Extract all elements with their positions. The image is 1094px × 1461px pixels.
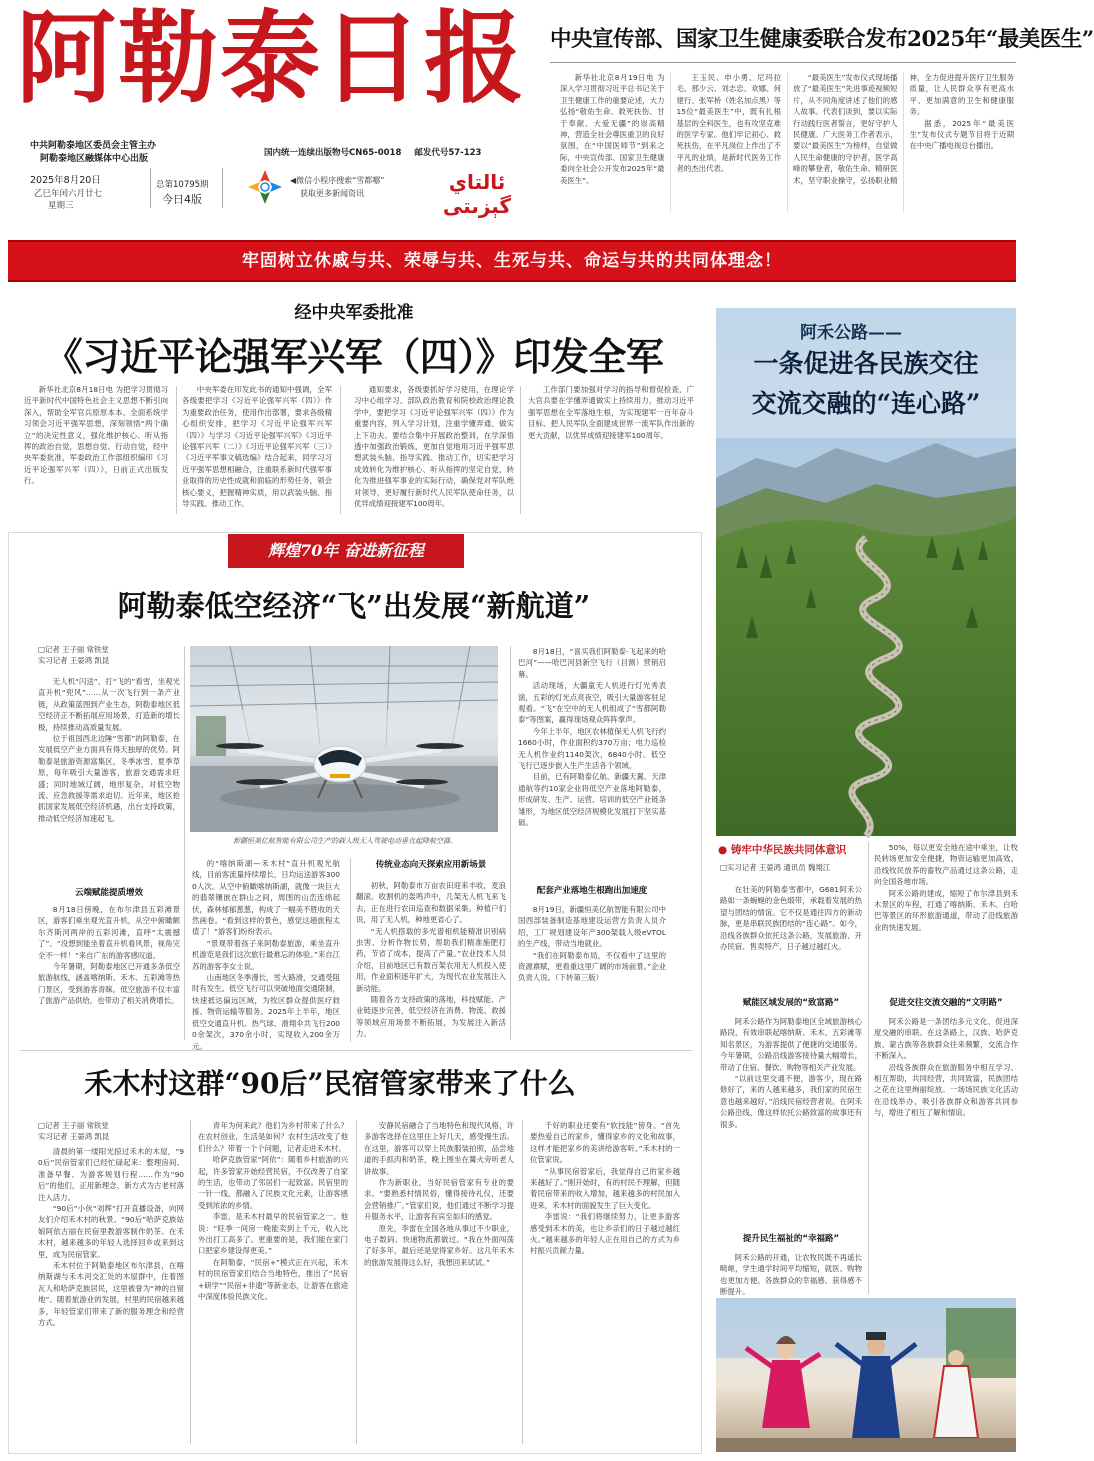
side-sub2-p2: 沿线各族群众在旅游服务中相互学习、相互帮助，共同经营，共同致富，民族团结之花在这里绚丽绽放。一场场民族文化活动在沿线举办，吸引各族群众和游客共同参与，增进了相互了解和情谊。 <box>874 1062 1018 1118</box>
feature-col1b-p1: 8月18日傍晚，在布尔津县五彩滩景区，游客们乘坐观光直升机，从空中俯瞰额尔齐斯河两岸的五彩河滩，直呼“太震撼了”。“没想到能坐着直升机看风景，视角完全不一样！”来自广东的游客感叹道。 <box>38 905 180 960</box>
feature-col-3 <box>356 880 506 1042</box>
feature-sub-1 <box>38 880 180 902</box>
side-right-p1: 50%，每以更安全地在途中乘坐，让牧民转场更加安全便捷，物资运输更加高效。沿线牧民放养的畜牧产品通过这条公路，走向全国各地市场。 <box>874 843 1018 887</box>
side-right-p2: 阿禾公路的建成，缩短了布尔津县到禾木景区的车程，打通了喀纳斯、禾木、白哈巴等景区的环形旅游通道，带动了沿线旅游业的快速发展。 <box>874 888 1018 932</box>
side-lead-text <box>720 884 862 994</box>
story2-col3-p1: 安静民宿融合了当地特色和现代风格，许多游客选择在这里住上好几天，感受慢生活。在这里，游客可以穿上民族服装拍照，品尝地道的手抓肉和奶茶，晚上围坐在篝火旁听老人讲故事。 <box>364 1121 514 1176</box>
side-sub-1 <box>720 996 862 1012</box>
feature-col4a-p1: 8月18日，“喜买我们阿勒泰·飞起来的哈巴河”——哈巴河县新空飞行（目测）营销启幕。 <box>518 647 666 679</box>
feature-col3-p3: 随着各方支持政策的落地，科技赋能、产业链逐步完善，低空经济在消费、物流、救援等领域应用场景不断拓展，为发展注入新活力。 <box>356 995 506 1039</box>
top-story-p1: 新华社北京8月19日电 为深入学习贯彻习近平总书记关于卫生健康工作的重要论述，大力弘扬“敬佑生命、救死扶伤、甘于奉献、大爱无疆”的崇高精神，营造全社会尊医重卫的良好氛围，在“中国医师节”到来之际，中央宣传部、国家卫生健康委向全社会公开发布2025年“最美医生”。 <box>560 73 665 185</box>
side-sub3-body <box>720 1252 862 1297</box>
side-byline <box>720 862 860 873</box>
feature-col4b-p2: “我们在阿勒泰布局，不仅看中了这里的资源禀赋，更看重这里广阔的市场前景。”企业负责人说。（下转第三版） <box>518 950 666 983</box>
uyghur-masthead: ئالتاي گېزىتى <box>442 170 512 218</box>
side-sub-1-text: 赋能区域发展的“致富路” <box>742 998 840 1008</box>
feature-col4a-p2: 活动现场，大疆童无人机进行灯光秀表演，五彩的灯光点亮夜空，吸引大量游客驻足观看。“飞”在空中的无人机组成了“雪都阿勒泰”等图案，赢得现场观众阵阵掌声。 <box>518 681 666 725</box>
side-photo-bottom <box>716 1298 1016 1452</box>
feature-col-4a <box>518 646 666 882</box>
top-story-p3: “最美医生”发布仪式现场播放了“最美医生”先进事迹视频短片，从不同角度讲述了他们的感人故事。代表们谈到，要以实际行动践行医者誓言，更好守护人民健康。广大医务工作者表示，要以“最美医生”为榜样，自觉做人民生命健康的守护者，医学高峰的攀登者，敬佑生命、精研医术，坚守职业操守，弘扬职业精神，全力促进提升医疗卫生服务质量，让人民群众享有更高水平、更加满意的卫生和健康服务。 <box>793 73 1014 185</box>
feature-sub-3 <box>518 884 666 900</box>
story2-col-2 <box>198 1120 348 1446</box>
story2-title: 禾木村这群“90后”民宿管家带来了什么 <box>84 1067 576 1100</box>
story2-col-1 <box>38 1146 184 1446</box>
section-tag-text: 辉煌70年 奋进新征程 <box>268 541 424 560</box>
feature-photo <box>190 646 498 832</box>
feature-col1-p2: 位于祖国西北边陲“雪都”的阿勒泰，在发展低空产业方面具有得天独厚的优势。阿勒泰是旅游资源富集区，冬季冰雪、夏季草原，每年吸引大量游客，旅游交通需求旺盛；同时地域辽阔，地形复杂，对低空物流、应急救援等需求迫切。近年来，地区抢抓国家发展低空经济机遇，出台支持政策，推动低空经济加速起飞。 <box>38 734 180 823</box>
feature-col1-p1: 无人机“闪送”、打“飞的”看雪，坐观光直升机“兜风”……从一次飞行到一条产业链，从政策蓝图到产业生态，阿勒泰地区低空经济正不断拓展应用场景，打造新的增长极，持续推动高质量发展。 <box>38 677 180 732</box>
top-story-p2: 王玉民、申小勇、尼玛拉毛、那少云、刘志忠、欢娜、何建行、张军桥（姓名加点黑）等15位“最美医生”中，既有扎根基层的全科医生，也有攻坚克难的医学专家。他们牢记初心、救死扶伤，在平凡岗位上作出了不平凡的业绩，是新时代医务工作者的杰出代表。 <box>676 73 781 174</box>
slogan-banner <box>8 240 1016 282</box>
slogan-text: 牢固树立休戚与共、荣辱与共、生死与共、命运与共的共同体理念！ <box>242 251 782 271</box>
lunar-date: 乙巳年闰六月廿七 <box>34 189 103 199</box>
sponsor-line-1: 中共阿勒泰地区委员会主管主办 <box>30 141 157 151</box>
side-sub1-body <box>720 1016 862 1226</box>
top-story-title: 中央宣传部、国家卫生健康委联合发布2025年“最美医生” <box>550 27 1094 52</box>
feature-col2-p1: 的“喀纳斯湖—禾木村”直升机观光航线，目前客流量持续增长，日均运送游客3000人次。从空中俯瞰喀纳斯湖，就像一块巨大的翡翠镶嵌在群山之间，周围的山峦连绵起伏，森林郁郁葱葱，构成了一幅美不胜收的天然画卷。“看到这样的景色，感觉这趟旅程太值了！”游客们纷纷表示。 <box>192 859 340 937</box>
postal-code: 邮发代号57-123 <box>414 148 482 158</box>
feature-sub-2 <box>356 858 506 874</box>
side-right-text <box>874 842 1018 992</box>
side-sub-2 <box>874 996 1018 1012</box>
side-title-line-2: 交流交融的“连心路” <box>751 389 981 418</box>
masthead-title: 阿勒泰日报 <box>16 0 526 117</box>
lead-col-1-text: 新华社北京8月18日电 为把学习贯彻习近平新时代中国特色社会主义思想不断引向深入，帮助全军官兵原原本本、全面系统学习领会习近平强军思想，深刻领悟“两个确立”的决定性意义，强化维护核心、听从指挥的政治自觉，思想自觉、行动自觉，经中央军委批准，军委政治工作部组织编印《习近平论强军兴军（四）》，日前正式出版发行。 <box>24 385 168 486</box>
side-sub1-p2: “以前这里交通不便，游客少，现在路修好了，来的人越来越多，我们家的民宿生意也越来越好。”沿线民宿经营者说。在阿禾公路沿线，像这样依托公路致富的故事还有很多。 <box>720 1074 862 1129</box>
story2-col1-p2: “90后”小伙“刘辉”打开直播设备，向网友们介绍禾木村的秋景。“90后”哈萨克族姑娘阿依古丽在民宿里教游客制作奶茶。在禾木村，越来越多的年轻人选择回乡或来到这里，成为民宿管家。 <box>38 1204 184 1259</box>
evtol-aircraft-illustration <box>190 646 498 832</box>
lead-col-4 <box>528 384 694 518</box>
feature-col4b-p1: 8月19日，新疆恒美亿航智能有限公司中国西部装备制造基地建设运营方负责人员介绍，工厂规划建设年产300架载人级eVTOL的生产线，带动当地就业。 <box>518 905 666 949</box>
side-sub-2-text: 促进交往交流交融的“文明路” <box>889 998 1003 1008</box>
story2-byline-2: 实习记者 王晏鸿 凯昆 <box>38 1132 110 1141</box>
side-sub2-p1: 阿禾公路是一条团结多元文化、促进深度交融的串联。在这条路上，汉族、哈萨克族、蒙古族等各族群众往来频繁，交流合作不断深入。 <box>874 1017 1018 1061</box>
feature-title: 阿勒泰低空经济“飞”出发展“新航道” <box>117 589 591 623</box>
date-text: 2025年8月20日 <box>30 175 101 186</box>
side-kicker: 阿禾公路—— <box>800 323 902 343</box>
cn-number-text: 国内统一连续出版物号CN65-0018 <box>264 148 402 158</box>
feature-sub-2-text: 传统业态向天探索应用新场景 <box>375 860 487 870</box>
story2-col4-p1: 千好的职业还要有“软技能”傍身。“首先要热爱自己的家乡，懂得家乡的文化和故事，这样才能把家乡的美讲给游客听。”禾木村的一位管家说。 <box>530 1121 680 1165</box>
feature-col3-p2: “无人机搭载的多光谱相机能精准识别病虫害、分析作物长势，帮助我们精准施肥打药，节省了成本，提高了产量。”农业技术人员介绍，目前地区已有数百架农用无人机投入使用，作业面积逐年扩大，为现代农业发展注入新动能。 <box>356 926 506 993</box>
story2-col1-p3: 禾木村位于阿勒泰地区布尔津县，在喀纳斯湖与禾木河交汇处的木屋群中，住着图瓦人和哈萨克族居民，这里被誉为“神的自留地”。随着旅游业的发展，村里的民宿越来越多，年轻管家们带来了新的服务理念和经营方式。 <box>38 1261 184 1328</box>
feature-col1b-p2: 今年暑期，阿勒泰地区已开通多条低空旅游航线，涵盖喀纳斯、禾木、五彩滩等热门景区，受到游客青睐。低空旅游不仅丰富了旅游产品供给，也带动了相关消费增长。 <box>38 962 180 1006</box>
story2-col3-p3: 原先，李雷在全国各地从事过不少职业，电子数码、快递物流都做过。“我在外面闯荡了好多年，最后还是觉得家乡好。这几年禾木的旅游发展得这么好，我想回来试试。” <box>364 1223 514 1267</box>
lead-col-2-text: 中央军委在印发此书的通知中强调，全军各级要把学习《习近平论强军兴军（四）》作为重要政治任务，使用作出部署，要求各级精心组织安排，把学习《习近平论强军兴军（四）》与学习《习近平论强军兴军》《习近平论强军兴军（二）》《习近平论强军兴军（三）》《习近平军事文稿选编》结合起来，同学习习近平强军思想相融合，注重联系新时代强军事业取得的历史性成就和面临的形势任务，领会核心要义，把握精神实质，用以武装头脑、指导实践、推动工作。 <box>182 385 332 509</box>
lead-title: 《习近平论强军兴军（四）》印发全军 <box>44 334 664 379</box>
sponsor-line-2: 阿勒泰地区融媒体中心出版 <box>40 154 149 164</box>
feature-col-4b <box>518 904 666 1042</box>
issue-total: 总第10795期 <box>156 180 209 190</box>
side-sub-3-text: 提升民生福祉的“幸福路” <box>742 1234 840 1244</box>
side-sub1-p1: 阿禾公路作为阿勒泰地区全域旅游核心路段，有效串联起喀纳斯、禾木、五彩滩等知名景区，为游客提供了便捷的交通服务。今年暑期，公路沿线游客接待量大幅增长，带动了住宿、餐饮、购物等相关产业发展。 <box>720 1017 862 1072</box>
issue-date <box>30 172 101 186</box>
feature-col4a-p4: 目前，已有阿勒泰亿航、新疆天翼、天津通航等约10家企业将低空产业落地阿勒泰，形成研发、生产、运营、培训的低空产业链条雏形，为地区低空经济规模化发展打下坚实基础。 <box>518 772 666 828</box>
lead-col-4-text: 工作部门要加强对学习的指导和督促检查，广大官兵要在学懂弄通做实上持续用力，推动习近平强军思想在全军落地生根，为实现建军一百年奋斗目标、把人民军队全面建成世界一流军队作出新的更大贡献，以优异成绩迎接建军100周年。 <box>528 385 694 440</box>
feature-sub-1-text: 云端赋能提质增效 <box>74 888 143 898</box>
lead-col-3 <box>354 384 514 518</box>
lead-kicker: 经中央军委批准 <box>294 303 414 323</box>
section-tag <box>228 534 464 568</box>
cn-number <box>264 146 481 158</box>
wechat-line-1: ◀微信小程序搜索“雪都哪” <box>290 176 385 185</box>
story2-col2-p3: 李雷，是禾木村最早的民宿管家之一。他说：“旺季一间房一晚能卖到上千元，收入比外出打工高多了。更重要的是，我们能在家门口把家乡建设得更美。” <box>198 1212 348 1256</box>
top-story-p4: 据悉，2025年“最美医生”发布仪式专题节目将于近期在中央广播电视总台播出。 <box>909 118 1014 151</box>
feature-sub-3-text: 配套产业落地生根跑出加速度 <box>536 886 648 896</box>
story2-col2-p2: 哈萨克族管家“阿依”：随着乡村旅游的兴起，许多管家开始经营民宿，不仅改善了自家的生活，也带动了邻居们一起致富。民宿里的一针一线，都融入了民族文化元素，让游客感受到浓浓的乡情。 <box>198 1155 348 1210</box>
side-sub-3 <box>720 1232 862 1248</box>
feature-col3-p1: 初秋，阿勒泰市万亩农田迎来丰收，麦浪翻滚。收割机的轰鸣声中，几架无人机飞来飞去，正在进行农田巡查和数据采集。种植户们说，用了无人机，种地更省心了。 <box>356 881 506 925</box>
story2-byline <box>38 1120 178 1142</box>
wechat-line-2: 获取更多新闻资讯 <box>300 189 364 198</box>
story2-col2-p1: 青年为何来此？他们为乡村带来了什么？在农村创业，生活是如何？农村生活改变了他们什么？带着一个个问题，记者走进禾木村。 <box>198 1121 348 1153</box>
feature-col2-p3: 山南地区冬季漫长，雪大路滑，交通受阻时有发生。低空飞行可以突破地面交通限制，快速抵达偏远区域，为牧区群众提供医疗救援、物资运输等服务。2025年上半年，地区低空交通直升机、热气球、滑翔伞共飞行2000余架次，370余小时，实现收入200余万元。 <box>192 973 340 1051</box>
weekday: 星期三 <box>48 201 74 211</box>
story2-col4-p3: 李雷说：“我们将继续努力，让更多游客感受到禾木的美，也让乡亲们的日子越过越红火。”越来越多的年轻人正在用自己的方式为乡村振兴贡献力量。 <box>530 1212 680 1256</box>
side-title-line-1: 一条促进各民族交往 <box>753 349 979 378</box>
lead-col-2 <box>182 384 332 518</box>
story2-col3-p2: 作为新职业，当好民宿管家有专业的要求。“要熟悉村情民俗，懂得接待礼仪，还要会营销推广。”管家们说，他们通过不断学习提升服务水平，让游客有宾至如归的感觉。 <box>364 1178 514 1222</box>
side-byline-text: □实习记者 王晏鸿 通讯员 魏翔江 <box>720 863 831 872</box>
lead-col-3-text: 通知要求，各级要抓好学习使用，在理论学习中心组学习、部队政治教育和院校政治理论教学中，要把学习《习近平论强军兴军（四）》作为重要内容，列入学习计划，注重学懂弄通、做实上下功夫。要结合集中开展政治整训，在学深悟透中加强政治锻炼，更加自觉地用习近平强军思想武装头脑、指导实践、推动工作，切实把学习成效转化为维护核心、听从指挥的坚定自觉，转化为推进强军事业的实际行动，确保党对军队绝对领导，更好履行新时代人民军队使命任务，以优异成绩迎接建军100周年。 <box>354 385 514 509</box>
side-sub3-p1: 阿禾公路的开通，让农牧民既不再遥长畸岖，学生通学时间平均缩短，就医、购物也更加方便。各族群众的幸福感、获得感不断提升。 <box>720 1253 862 1297</box>
side-lead-p1: 在壮美的阿勒泰雪都中，G681阿禾公路如一条蜿蜒的金色缎带，承载着发展的热望与团结的情谊。它不仅是通往四方的新动脉，更是串联民族团结的“连心路”。如今，沿线各族群众依托这条公路，发展旅游、开办民宿、售卖特产，日子越过越红火。 <box>720 885 862 952</box>
photo-caption: 新疆恒美亿航智能有限公司生产的载人级无人驾驶电动垂直起降航空器。 <box>233 837 457 845</box>
story2-col4-p2: “从事民宿管家后，我觉得自己的家乡越来越好了。”刚开始时，有的村民不理解，但随着民宿带来的收入增加，越来越多的村民加入进来，禾木村的面貌发生了巨大变化。 <box>530 1166 680 1210</box>
story2-col1-p1: 清晨的第一缕阳光掠过禾木的木屋，“90后”民宿管家们已经忙碌起来：整理房间、准备早餐、为游客规划行程……作为“90后”的他们，正用新理念、新方式为古老村落注入活力。 <box>38 1147 184 1202</box>
top-story-body <box>560 72 1014 212</box>
feature-byline <box>38 644 178 666</box>
feature-byline-1: □记者 王子丽 常铁堂 <box>38 645 109 654</box>
feature-col-1b <box>38 904 180 1042</box>
column-tag: ● 铸牢中华民族共同体意识 <box>718 844 847 856</box>
page-count: 今日4版 <box>162 193 202 206</box>
side-sub2-body <box>874 1016 1018 1292</box>
media-logo-icon <box>246 168 284 206</box>
lead-col-1 <box>24 384 168 518</box>
feature-byline-2: 实习记者 王晏鸿 凯昆 <box>38 656 110 665</box>
story2-col-3 <box>364 1120 514 1446</box>
story2-col-4 <box>530 1120 680 1446</box>
feature-col4a-p3: 今年上半年，地区农林植保无人机飞行约1660小时，作业面积约370万亩；电力巡检无人机作业约1140架次，6840小时。低空飞行已逐步嵌入生产生活各个领域。 <box>518 726 666 771</box>
feature-col-2 <box>192 858 340 1051</box>
dancers-illustration <box>716 1298 1016 1452</box>
feature-col2-p2: “景观带着孩子来阿勒泰旅游，乘坐直升机游览是我们这次旅行最难忘的体验。”来自江苏的游客李女士说。 <box>192 938 340 971</box>
story2-byline-1: □记者 王子丽 常铁堂 <box>38 1121 109 1130</box>
story2-col2-p4: 在阿勒泰，“民宿+”模式正在兴起，禾木村的民宿管家们结合当地特色，推出了“民宿+研学”“民宿+非遗”等新业态，让游客在旅途中深度体验民族文化。 <box>198 1257 348 1302</box>
